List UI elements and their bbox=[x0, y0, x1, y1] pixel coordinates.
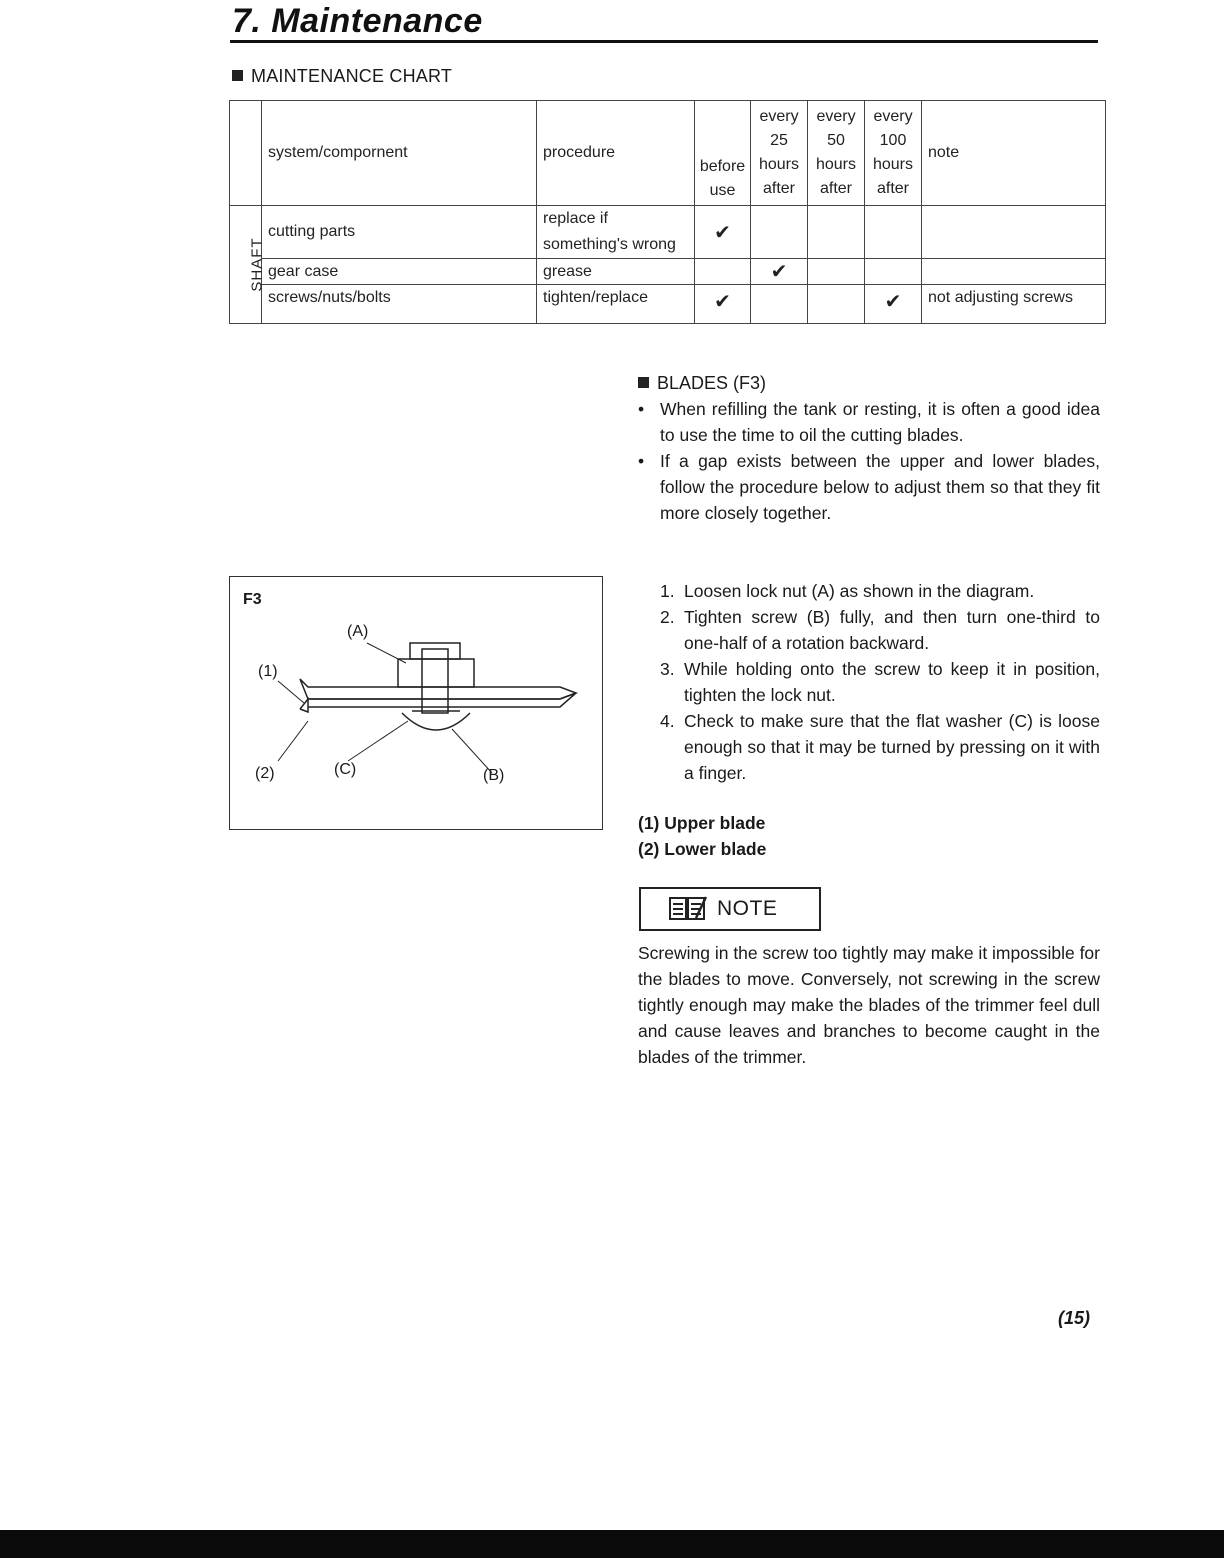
cell-procedure-line1: replace if bbox=[543, 210, 608, 227]
cell-note bbox=[922, 259, 1106, 285]
group-label-cell bbox=[230, 206, 266, 324]
group-label: SHAFT bbox=[248, 236, 266, 292]
figure-label-2: (2) bbox=[255, 765, 275, 782]
bottom-bar bbox=[0, 1530, 1224, 1558]
cell-every-50 bbox=[808, 259, 865, 285]
note-text: Screwing in the screw too tightly may make it impossible for the blades to move. Conversely, not screwing in the screw tightly enough may make the blades of the trimmer feel dull and cause leaves and branches to become caught in the blades of the trimmer. bbox=[638, 943, 1100, 1067]
cell-system: cutting parts bbox=[262, 206, 537, 259]
header-every-100-line4: after bbox=[876, 180, 909, 197]
list-item bbox=[660, 578, 1100, 604]
square-bullet-icon bbox=[638, 377, 649, 388]
cell-procedure: tighten/replace bbox=[537, 285, 695, 324]
step-number: 1. bbox=[660, 581, 675, 601]
table-row bbox=[230, 259, 1106, 285]
figure-title: F3 bbox=[243, 591, 262, 608]
cell-note bbox=[922, 206, 1106, 259]
page-number: (15) bbox=[1058, 1308, 1091, 1328]
section-title: 7. Maintenance bbox=[232, 2, 483, 40]
check-mark-icon: ✔ bbox=[865, 285, 922, 324]
step-text: Check to make sure that the flat washer (C) is loose enough so that it may be turned by pressing on it with a finger. bbox=[684, 711, 1100, 783]
maintenance-table bbox=[229, 100, 1106, 324]
cell-every-25 bbox=[751, 206, 808, 259]
cell-every-50 bbox=[808, 285, 865, 324]
cell-system: screws/nuts/bolts bbox=[262, 285, 537, 324]
header-before-use-line2: use bbox=[709, 182, 736, 199]
list-item bbox=[660, 604, 1100, 656]
list-item bbox=[660, 656, 1100, 708]
step-text: Loosen lock nut (A) as shown in the diagram. bbox=[684, 581, 1035, 601]
book-icon bbox=[669, 896, 707, 922]
list-item: • When refilling the tank or resting, it is often a good idea to use the time to oil the cutting blades. bbox=[638, 396, 1100, 448]
chart-heading bbox=[232, 66, 452, 87]
header-system: system/compornent bbox=[262, 101, 537, 206]
cell-every-25 bbox=[751, 285, 808, 324]
header-every-50-line3: hours bbox=[815, 156, 857, 173]
chart-heading-text: MAINTENANCE CHART bbox=[251, 66, 453, 86]
header-every-25 bbox=[751, 101, 808, 206]
header-every-50-line4: after bbox=[819, 180, 852, 197]
cell-before-use bbox=[695, 259, 751, 285]
blade-assembly-diagram bbox=[230, 577, 604, 831]
header-every-50 bbox=[808, 101, 865, 206]
header-every-100-line3: hours bbox=[872, 156, 914, 173]
header-every-25-line2: 25 bbox=[770, 132, 788, 149]
figure-label-c: (C) bbox=[334, 761, 357, 778]
header-every-25-line3: hours bbox=[758, 156, 800, 173]
step-number: 3. bbox=[660, 659, 675, 679]
upper-blade-shape bbox=[300, 679, 576, 699]
header-every-100-line2: 100 bbox=[879, 132, 907, 149]
lower-blade-shape bbox=[308, 693, 576, 707]
header-every-50-line1: every bbox=[816, 108, 856, 125]
list-item bbox=[660, 708, 1100, 786]
adjustment-steps bbox=[660, 578, 1100, 786]
nut-top-shape bbox=[410, 643, 460, 659]
leader-c bbox=[348, 721, 408, 761]
check-mark-icon: ✔ bbox=[695, 285, 751, 324]
step-number: 2. bbox=[660, 607, 675, 627]
header-every-100 bbox=[865, 101, 922, 206]
header-every-25-line1: every bbox=[759, 108, 799, 125]
table-row bbox=[230, 285, 1106, 324]
step-text: While holding onto the screw to keep it in position, tighten the lock nut. bbox=[684, 659, 1100, 705]
header-before-use bbox=[695, 101, 751, 206]
cell-procedure bbox=[537, 206, 695, 259]
legend-lower-blade: (2) Lower blade bbox=[638, 839, 767, 859]
header-rule bbox=[230, 40, 1098, 43]
check-mark-icon: ✔ bbox=[695, 206, 751, 259]
cell-note: not adjusting screws bbox=[922, 285, 1106, 324]
leader-a bbox=[367, 643, 406, 663]
cell-procedure: grease bbox=[537, 259, 695, 285]
figure-label-a: (A) bbox=[347, 623, 369, 640]
note-box bbox=[639, 887, 821, 931]
list-item: • If a gap exists between the upper and lower blades, follow the procedure below to adjust them so that they fit more closely together. bbox=[638, 448, 1100, 526]
square-bullet-icon bbox=[232, 70, 243, 81]
header-every-100-line1: every bbox=[873, 108, 913, 125]
flat-washer-shape bbox=[402, 713, 470, 730]
header-every-25-line4: after bbox=[762, 180, 795, 197]
cell-system: gear case bbox=[262, 259, 537, 285]
step-number: 4. bbox=[660, 711, 675, 731]
table-header-row bbox=[230, 101, 1106, 206]
figure-f3 bbox=[229, 576, 603, 830]
leader-1 bbox=[278, 681, 304, 703]
note-label: NOTE bbox=[717, 897, 778, 920]
header-blank-cell bbox=[230, 101, 262, 206]
blades-heading-text: BLADES (F3) bbox=[657, 373, 767, 393]
legend-upper-blade: (1) Upper blade bbox=[638, 813, 766, 833]
header-every-50-line2: 50 bbox=[827, 132, 845, 149]
figure-label-1: (1) bbox=[258, 663, 278, 680]
step-text: Tighten screw (B) fully, and then turn one-third to one-half of a rotation backward. bbox=[684, 607, 1100, 653]
header-before-use-line1: before bbox=[699, 158, 746, 175]
header-note: note bbox=[922, 101, 1106, 206]
leader-2 bbox=[278, 721, 308, 761]
check-mark-icon: ✔ bbox=[751, 259, 808, 285]
cell-every-100 bbox=[865, 259, 922, 285]
header-procedure: procedure bbox=[537, 101, 695, 206]
cell-every-100 bbox=[865, 206, 922, 259]
cell-every-50 bbox=[808, 206, 865, 259]
table-row bbox=[230, 206, 1106, 259]
blades-heading bbox=[638, 370, 1100, 396]
blades-bullet-list bbox=[638, 396, 1100, 526]
figure-label-b: (B) bbox=[483, 767, 505, 784]
lock-nut-shape bbox=[398, 659, 474, 687]
cell-procedure-line2: something's wrong bbox=[543, 236, 676, 253]
